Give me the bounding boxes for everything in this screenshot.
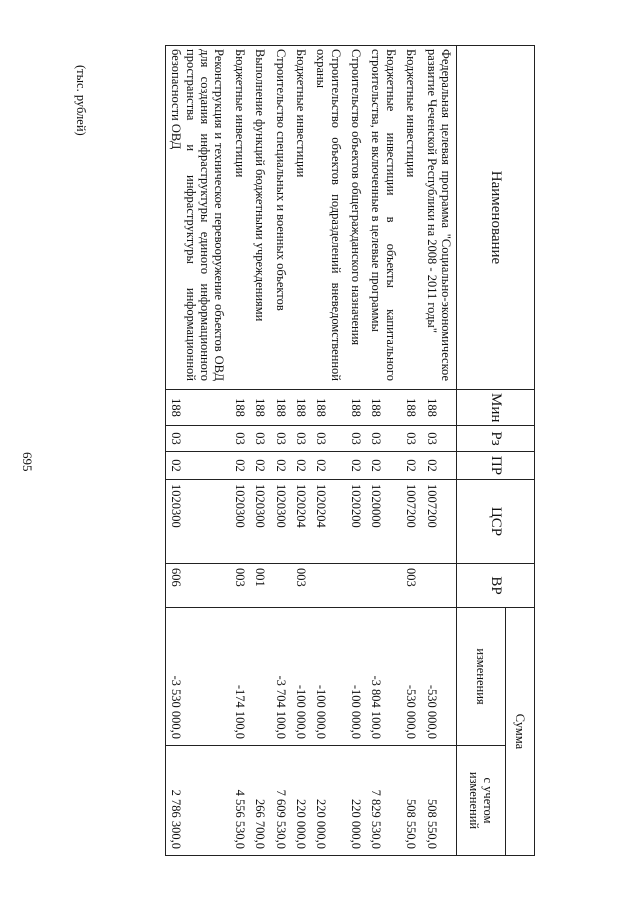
row-vr bbox=[366, 564, 401, 608]
budget-table bbox=[165, 45, 535, 856]
row-name: Реконструкция и техническое перевооружение объектов ОВД для создания инфраструктуры единого информационного пространства и инфраструктуры информационной безопасности ОВД bbox=[166, 46, 230, 390]
row-total: 2 786 300,0 bbox=[166, 746, 230, 856]
row-min: 188 bbox=[421, 390, 456, 426]
table-row bbox=[366, 46, 401, 856]
row-total: 508 550,0 bbox=[401, 746, 421, 856]
header-rz: Рз bbox=[457, 426, 535, 452]
header-changes: изменения bbox=[457, 608, 506, 746]
row-rz: 03 bbox=[166, 426, 230, 452]
row-name: Строительство объектов общегражданского назначения bbox=[346, 46, 366, 390]
header-csr: ЦСР bbox=[457, 480, 535, 564]
row-pr: 02 bbox=[366, 452, 401, 480]
row-csr: 1020300 bbox=[166, 480, 230, 564]
row-vr bbox=[270, 564, 290, 608]
row-csr: 1020300 bbox=[270, 480, 290, 564]
row-csr: 1020300 bbox=[230, 480, 250, 564]
row-csr: 1020000 bbox=[366, 480, 401, 564]
row-csr: 1020204 bbox=[311, 480, 346, 564]
table-row bbox=[230, 46, 250, 856]
row-vr: 606 bbox=[166, 564, 230, 608]
row-rz: 03 bbox=[311, 426, 346, 452]
table-header bbox=[457, 46, 535, 856]
row-csr: 1020300 bbox=[250, 480, 270, 564]
row-pr: 02 bbox=[250, 452, 270, 480]
row-vr bbox=[311, 564, 346, 608]
row-csr: 1020204 bbox=[291, 480, 311, 564]
row-rz: 03 bbox=[230, 426, 250, 452]
row-min: 188 bbox=[311, 390, 346, 426]
row-change: -3 704 100,0 bbox=[270, 608, 290, 746]
page-number: 695 bbox=[20, 452, 35, 472]
row-name: Федеральная целевая программа "Социально-экономическое развитие Чеченской Республики на 2008 - 2011 годы" bbox=[421, 46, 456, 390]
row-rz: 03 bbox=[270, 426, 290, 452]
header-name: Наименование bbox=[457, 46, 535, 390]
row-total: 7 609 530,0 bbox=[270, 746, 290, 856]
row-rz: 03 bbox=[250, 426, 270, 452]
header-sum: Сумма bbox=[506, 608, 535, 856]
header-vr: ВР bbox=[457, 564, 535, 608]
row-name: Выполнение функций бюджетными учреждениями bbox=[250, 46, 270, 390]
row-change: -530 000,0 bbox=[421, 608, 456, 746]
row-csr: 1007200 bbox=[401, 480, 421, 564]
table-row bbox=[166, 46, 230, 856]
row-change: -530 000,0 bbox=[401, 608, 421, 746]
row-change: -3 804 100,0 bbox=[366, 608, 401, 746]
row-name: Бюджетные инвестиции bbox=[230, 46, 250, 390]
table-row bbox=[250, 46, 270, 856]
row-vr: 003 bbox=[401, 564, 421, 608]
row-total: 266 700,0 bbox=[250, 746, 270, 856]
rotated-table-wrapper bbox=[95, 45, 535, 855]
row-pr: 02 bbox=[166, 452, 230, 480]
row-vr: 001 bbox=[250, 564, 270, 608]
row-pr: 02 bbox=[311, 452, 346, 480]
table-row bbox=[401, 46, 421, 856]
row-pr: 02 bbox=[270, 452, 290, 480]
table-row bbox=[421, 46, 456, 856]
row-rz: 03 bbox=[421, 426, 456, 452]
row-vr: 003 bbox=[230, 564, 250, 608]
row-rz: 03 bbox=[401, 426, 421, 452]
row-min: 188 bbox=[166, 390, 230, 426]
row-name: Бюджетные инвестиции в объекты капитального строительства, не включенные в целевые программы bbox=[366, 46, 401, 390]
row-name: Бюджетные инвестиции bbox=[401, 46, 421, 390]
row-vr bbox=[346, 564, 366, 608]
row-min: 188 bbox=[346, 390, 366, 426]
row-total: 220 000,0 bbox=[291, 746, 311, 856]
row-change: -100 000,0 bbox=[346, 608, 366, 746]
row-change: -100 000,0 bbox=[291, 608, 311, 746]
row-pr: 02 bbox=[421, 452, 456, 480]
row-total: 220 000,0 bbox=[346, 746, 366, 856]
row-vr bbox=[421, 564, 456, 608]
row-min: 188 bbox=[366, 390, 401, 426]
row-min: 188 bbox=[250, 390, 270, 426]
row-total: 508 550,0 bbox=[421, 746, 456, 856]
row-vr: 003 bbox=[291, 564, 311, 608]
row-change: -3 530 000,0 bbox=[166, 608, 230, 746]
header-min: Мин bbox=[457, 390, 535, 426]
row-name: Строительство специальных и военных объектов bbox=[270, 46, 290, 390]
row-change: -174 100,0 bbox=[230, 608, 250, 746]
row-rz: 03 bbox=[366, 426, 401, 452]
row-pr: 02 bbox=[230, 452, 250, 480]
table-row bbox=[291, 46, 311, 856]
row-change: -100 000,0 bbox=[311, 608, 346, 746]
table-row bbox=[270, 46, 290, 856]
row-pr: 02 bbox=[346, 452, 366, 480]
row-min: 188 bbox=[270, 390, 290, 426]
row-min: 188 bbox=[401, 390, 421, 426]
table-row bbox=[311, 46, 346, 856]
header-with-changes: с учетом изменений bbox=[457, 746, 506, 856]
row-csr: 1007200 bbox=[421, 480, 456, 564]
row-pr: 02 bbox=[291, 452, 311, 480]
units-label: (тыс. рублей) bbox=[74, 65, 88, 136]
row-rz: 03 bbox=[346, 426, 366, 452]
row-change bbox=[250, 608, 270, 746]
header-pr: ПР bbox=[457, 452, 535, 480]
row-total: 4 556 530,0 bbox=[230, 746, 250, 856]
row-rz: 03 bbox=[291, 426, 311, 452]
row-name: Бюджетные инвестиции bbox=[291, 46, 311, 390]
table-body bbox=[166, 46, 457, 856]
row-pr: 02 bbox=[401, 452, 421, 480]
row-csr: 1020200 bbox=[346, 480, 366, 564]
row-min: 188 bbox=[291, 390, 311, 426]
row-total: 220 000,0 bbox=[311, 746, 346, 856]
row-min: 188 bbox=[230, 390, 250, 426]
row-total: 7 829 530,0 bbox=[366, 746, 401, 856]
table-row bbox=[346, 46, 366, 856]
row-name: Строительство объектов подразделений вневедомственной охраны bbox=[311, 46, 346, 390]
